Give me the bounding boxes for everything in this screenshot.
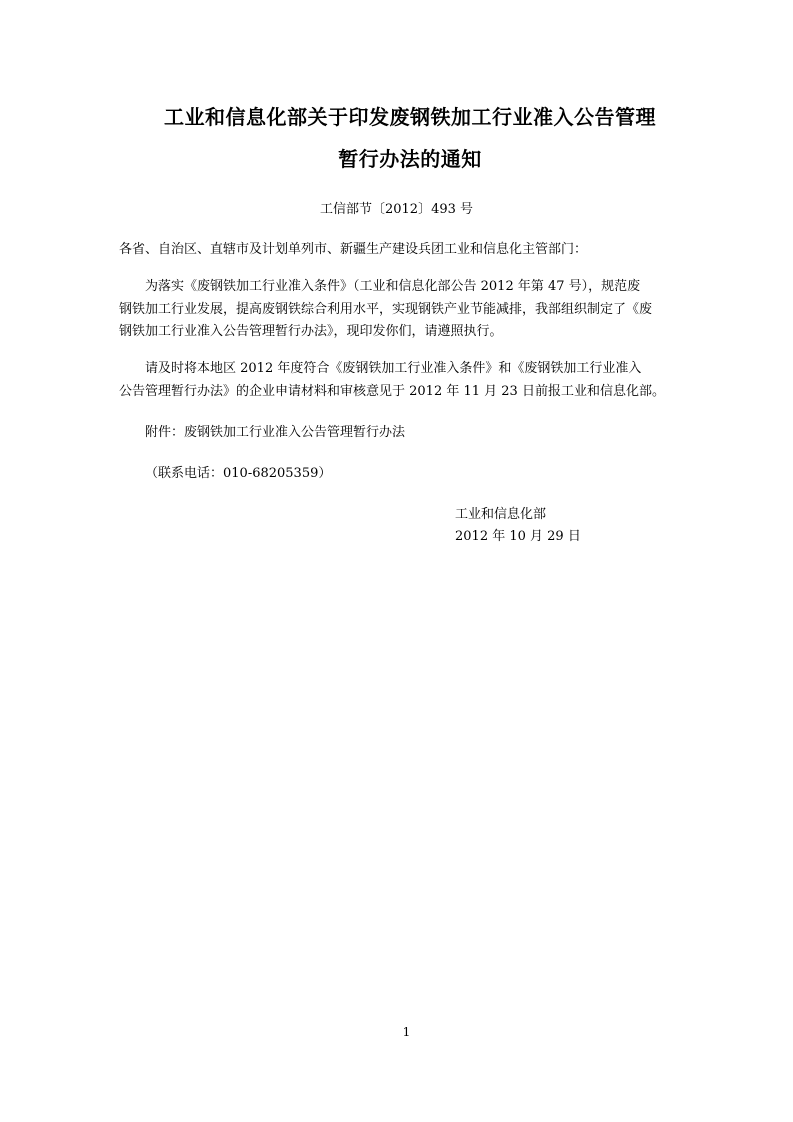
paragraph-2-line-2: 公告管理暂行办法》的企业申请材料和审核意见于 2012 年 11 月 23 日前报工业和信息化部。 — [119, 384, 665, 399]
page-number: 1 — [402, 1025, 411, 1039]
paragraph-2-line-1: 请及时将本地区 2012 年度符合《废钢铁加工行业准入条件》和《废钢铁加工行业准入 — [145, 361, 642, 376]
paragraph-1-line-1: 为落实《废钢铁加工行业准入条件》（工业和信息化部公告 2012 年第 47 号），规范废 — [145, 279, 641, 294]
signature-date: 2012 年 10 月 29 日 — [455, 529, 581, 544]
salutation: 各省、自治区、直辖市及计划单列市、新疆生产建设兵团工业和信息化主管部门： — [119, 242, 588, 257]
signature-organization: 工业和信息化部 — [455, 507, 547, 522]
paragraph-1-line-3: 钢铁加工行业准入公告管理暂行办法》，现印发你们，请遵照执行。 — [119, 324, 503, 339]
document-title-line-1: 工业和信息化部关于印发废钢铁加工行业准入公告管理 — [164, 105, 656, 129]
document-title-line-2: 暂行办法的通知 — [338, 147, 482, 171]
contact-phone: （联系电话：010-68205359） — [145, 466, 332, 481]
document-number: 工信部节〔2012〕493 号 — [319, 202, 474, 217]
attachment-note: 附件：废钢铁加工行业准入公告管理暂行办法 — [145, 425, 406, 440]
paragraph-1-line-2: 钢铁加工行业发展，提高废钢铁综合利用水平，实现钢铁产业节能减排，我部组织制定了《废 — [119, 302, 653, 317]
